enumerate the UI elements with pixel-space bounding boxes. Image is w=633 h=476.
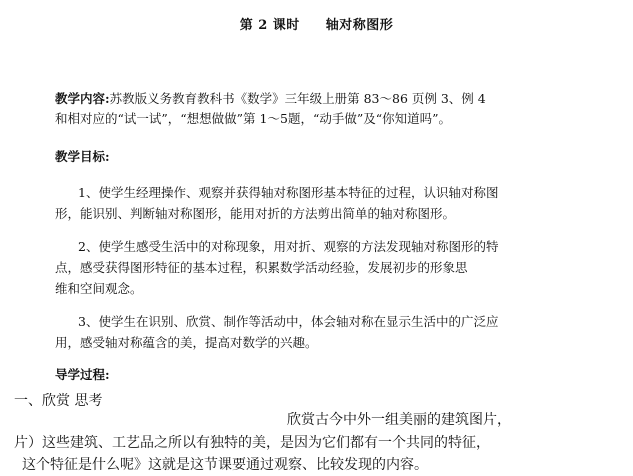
content-label: 教学内容: (55, 91, 110, 106)
goal-3-line-1: 3、使学生在识别、欣赏、制作等活动中，体会轴对称在显示生活中的广泛应 (78, 314, 499, 329)
lesson-topic: 轴对称图形 (325, 18, 394, 33)
paragraph-line-3: 这个特征是什么呢》这就是这节课要通过观察、比较发现的内容。 (22, 457, 428, 473)
paragraph-line-1: 欣赏古今中外一组美丽的建筑图片， (287, 412, 511, 428)
section-heading-1: 一、欣赏 思考 (14, 393, 103, 409)
lesson-title (0, 14, 633, 33)
goal-2-line-3: 维和空间观念。 (55, 281, 143, 296)
goal-3-line-2: 用，感受轴对称蕴含的美，提高对数学的兴趣。 (55, 335, 318, 350)
process-heading: 导学过程: (55, 367, 110, 382)
lesson-number: 第 2 课时 (239, 18, 300, 33)
goals-heading: 教学目标: (55, 149, 110, 164)
goal-2-line-1: 2、使学生感受生活中的对称现象，用对折、观察的方法发现轴对称图形的特 (78, 239, 499, 254)
goal-2-line-2: 点，感受获得图形特征的基本过程，积累数学活动经验，发展初步的形象思 (55, 260, 468, 275)
content-line-1 (55, 88, 486, 109)
goal-1-line-2: 形，能识别、判断轴对称图形，能用对折的方法剪出简单的轴对称图形。 (55, 206, 456, 221)
goal-1-line-1: 1、使学生经理操作、观察并获得轴对称图形基本特征的过程，认识轴对称图 (78, 185, 499, 200)
content-line-2: 和相对应的“试一试”，“想想做做”第 1～5题，“动手做”及“你知道吗”。 (55, 111, 452, 126)
paragraph-line-2: 片）这些建筑、工艺品之所以有独特的美，是因为它们都有一个共同的特征， (14, 435, 490, 451)
content-text-1: 苏教版义务教育教科书《数学》三年级上册第 83～86 页例 3、例 4 (109, 91, 486, 106)
